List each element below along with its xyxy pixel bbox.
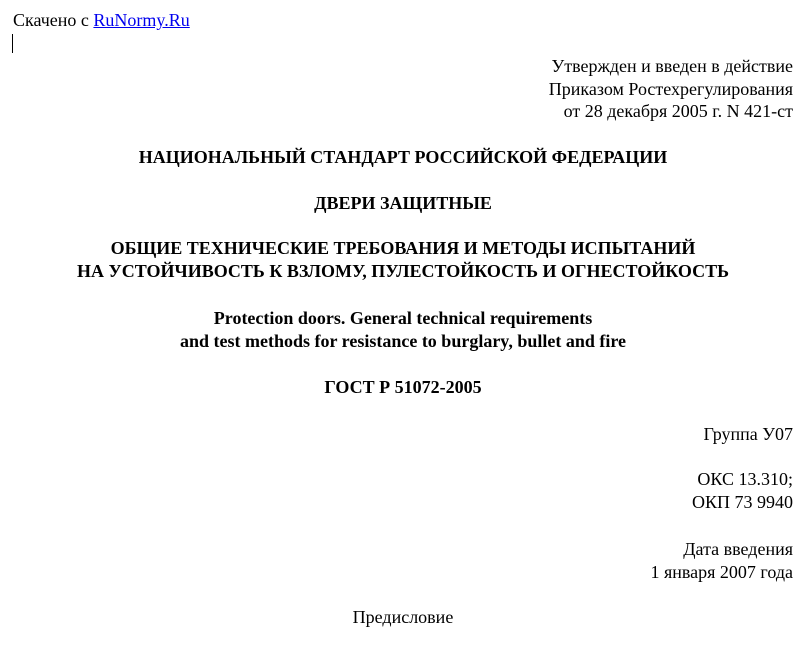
classifier-line: ОКС 13.310;: [697, 469, 793, 489]
text-cursor: [12, 34, 13, 53]
intro-date-line: Дата введения: [683, 539, 793, 559]
english-title-block: [0, 307, 799, 352]
approval-line: Приказом Ростехрегулирования: [548, 78, 793, 99]
classifier-line: ОКП 73 9940: [691, 491, 793, 512]
approval-line: Утвержден и введен в действие: [551, 56, 793, 76]
source-prefix: Скачено с: [13, 10, 89, 30]
gost-number: ГОСТ Р 51072-2005: [324, 377, 482, 397]
document-title: ДВЕРИ ЗАЩИТНЫЕ: [314, 193, 492, 213]
standard-title: НАЦИОНАЛЬНЫЙ СТАНДАРТ РОССИЙСКОЙ ФЕДЕРАЦИИ: [138, 147, 668, 167]
intro-date-line: 1 января 2007 года: [650, 561, 793, 582]
approval-line: от 28 декабря 2005 г. N 421-ст: [563, 101, 793, 121]
group-label: Группа У07: [703, 424, 793, 444]
subtitle-block: [0, 237, 799, 282]
source-link[interactable]: RuNormy.Ru: [93, 10, 190, 30]
english-title-line: Protection doors. General technical requirements: [213, 308, 593, 328]
approval-block: [549, 55, 793, 123]
subtitle-line: ОБЩИЕ ТЕХНИЧЕСКИЕ ТРЕБОВАНИЯ И МЕТОДЫ ИСПЫТАНИЙ: [110, 238, 696, 258]
english-title-line: and test methods for resistance to burglary, bullet and fire: [180, 330, 626, 351]
source-line: [13, 9, 190, 31]
classifiers-block: [692, 468, 793, 513]
intro-date-block: [650, 538, 793, 583]
preface-heading: Предисловие: [352, 607, 454, 627]
subtitle-line: НА УСТОЙЧИВОСТЬ К ВЗЛОМУ, ПУЛЕСТОЙКОСТЬ И ОГНЕСТОЙКОСТЬ: [77, 260, 729, 281]
